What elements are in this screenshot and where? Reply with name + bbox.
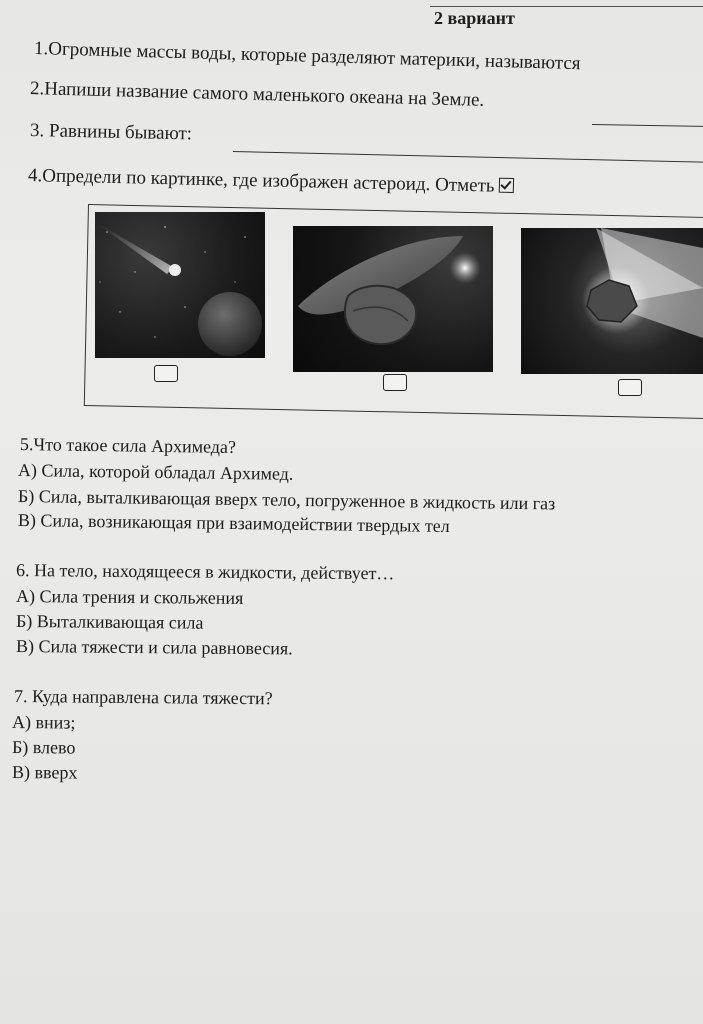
meteor-icon bbox=[521, 228, 703, 374]
question-7-option-c: В) вверх bbox=[11, 762, 78, 783]
answer-line-2 bbox=[592, 124, 703, 127]
answer-line-3 bbox=[233, 151, 703, 163]
question-6-option-b: Б) Выталкивающая сила bbox=[15, 611, 204, 633]
question-7-title: 7. Куда направлена сила тяжести? bbox=[13, 686, 273, 709]
question-3: 3. Равнины бывают: bbox=[29, 120, 193, 145]
checkbox-checked-icon bbox=[498, 178, 513, 193]
question-4 bbox=[28, 165, 514, 198]
question-4-text: 4.Определи по картинке, где изображен астероид. Отметь bbox=[27, 165, 495, 197]
comet-image bbox=[95, 212, 265, 358]
question-7-option-b: Б) влево bbox=[11, 737, 76, 758]
question-6-title: 6. На тело, находящееся в жидкости, действует… bbox=[15, 560, 395, 584]
question-6-option-c: В) Сила тяжести и сила равновесия. bbox=[15, 636, 293, 659]
question-1: 1.Огромные массы воды, которые разделяют материки, называются bbox=[33, 38, 581, 75]
answer-checkbox-1[interactable] bbox=[154, 365, 178, 382]
top-rule bbox=[430, 6, 703, 7]
question-5-option-a: А) Сила, которой обладал Архимед. bbox=[17, 460, 294, 484]
question-5-option-c: В) Сила, возникающая при взаимодействии твердых тел bbox=[17, 510, 450, 537]
question-7-option-a: А) вниз; bbox=[11, 712, 76, 733]
asteroid-image bbox=[293, 226, 493, 372]
question-6-option-a: А) Сила трения и скольжения bbox=[15, 586, 244, 608]
comet-icon bbox=[95, 212, 265, 358]
variant-heading: 2 вариант bbox=[434, 8, 515, 28]
meteor-image bbox=[521, 228, 703, 374]
asteroid-icon bbox=[293, 226, 493, 372]
question-2: 2.Напиши название самого маленького океана на Земле. bbox=[29, 78, 485, 111]
question-5-option-b: Б) Сила, выталкивающая вверх тело, погруженное в жидкость или газ bbox=[17, 486, 556, 514]
answer-checkbox-2[interactable] bbox=[383, 374, 407, 391]
answer-checkbox-3[interactable] bbox=[618, 379, 642, 396]
question-5-title: 5.Что такое сила Архимеда? bbox=[19, 434, 237, 458]
